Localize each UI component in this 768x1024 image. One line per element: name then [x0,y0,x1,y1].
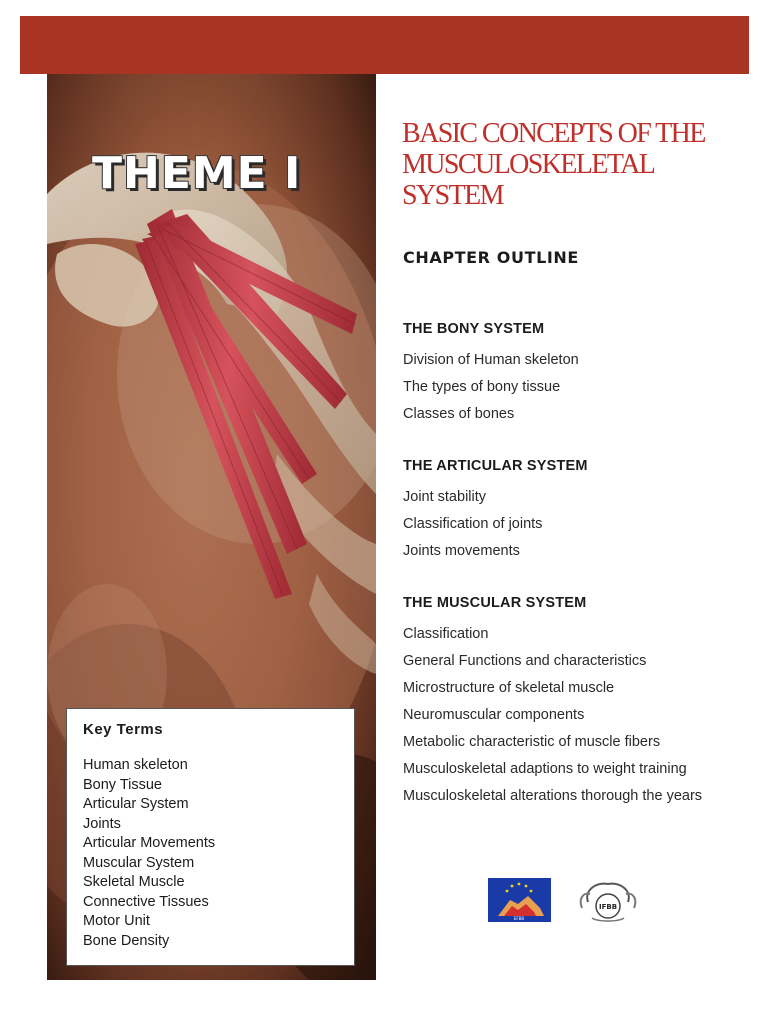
key-term-item: Bony Tissue [83,776,162,793]
section-items [403,484,743,565]
section-heading: THE BONY SYSTEM [403,321,545,337]
outline-item: General Functions and characteristics [403,653,647,669]
outline-item: Classes of bones [403,406,515,422]
key-terms-heading: Key Terms [83,721,164,738]
section-muscular-system [403,595,743,810]
outline-item: Joints movements [403,543,520,559]
outline-item: Musculoskeletal alterations thorough the years [403,788,703,804]
section-articular-system [403,458,743,565]
ifbb-logo-text: IFBB [598,903,618,911]
theme-title: THEME I [92,148,302,199]
outline-item: Joint stability [403,489,487,505]
outline-item: Musculoskeletal adaptions to weight training [403,761,687,777]
top-banner [20,16,749,74]
section-heading: THE MUSCULAR SYSTEM [403,595,587,611]
section-bony-system [403,321,743,428]
key-term-item: Skeletal Muscle [83,874,185,890]
outline-item: The types of bony tissue [403,379,561,395]
key-term-item: Articular Movements [83,835,216,851]
key-term-item: Bone Density [83,932,170,949]
key-term-item: Human skeleton [83,757,188,773]
section-heading: THE ARTICULAR SYSTEM [403,458,588,474]
section-items [403,347,743,428]
key-term-item: Connective Tissues [83,893,209,910]
key-term-item: Motor Unit [83,913,150,929]
key-terms-box [66,708,355,966]
chapter-title [402,118,742,211]
key-terms-list [83,756,338,951]
efbb-logo [488,878,551,922]
outline-item: Metabolic characteristic of muscle fibers [403,734,661,750]
outline-item: Microstructure of skeletal muscle [403,680,615,696]
chapter-title-line: MUSCULOSKELETAL [402,149,655,180]
section-items [403,621,743,810]
key-term-item: Joints [83,815,121,832]
outline-item: Division of Human skeleton [403,352,579,368]
ifbb-logo [574,878,642,924]
chapter-title-line: SYSTEM [402,180,503,211]
key-term-item: Muscular System [83,854,195,871]
outline-item: Neuromuscular components [403,707,585,723]
outline-item: Classification [403,626,489,642]
chapter-outline-heading: CHAPTER OUTLINE [403,248,579,267]
outline-item: Classification of joints [403,516,543,532]
chapter-title-line: BASIC CONCEPTS OF THE [402,118,705,149]
efbb-logo-text: EFBB [513,916,525,921]
key-term-item: Articular System [83,796,189,812]
